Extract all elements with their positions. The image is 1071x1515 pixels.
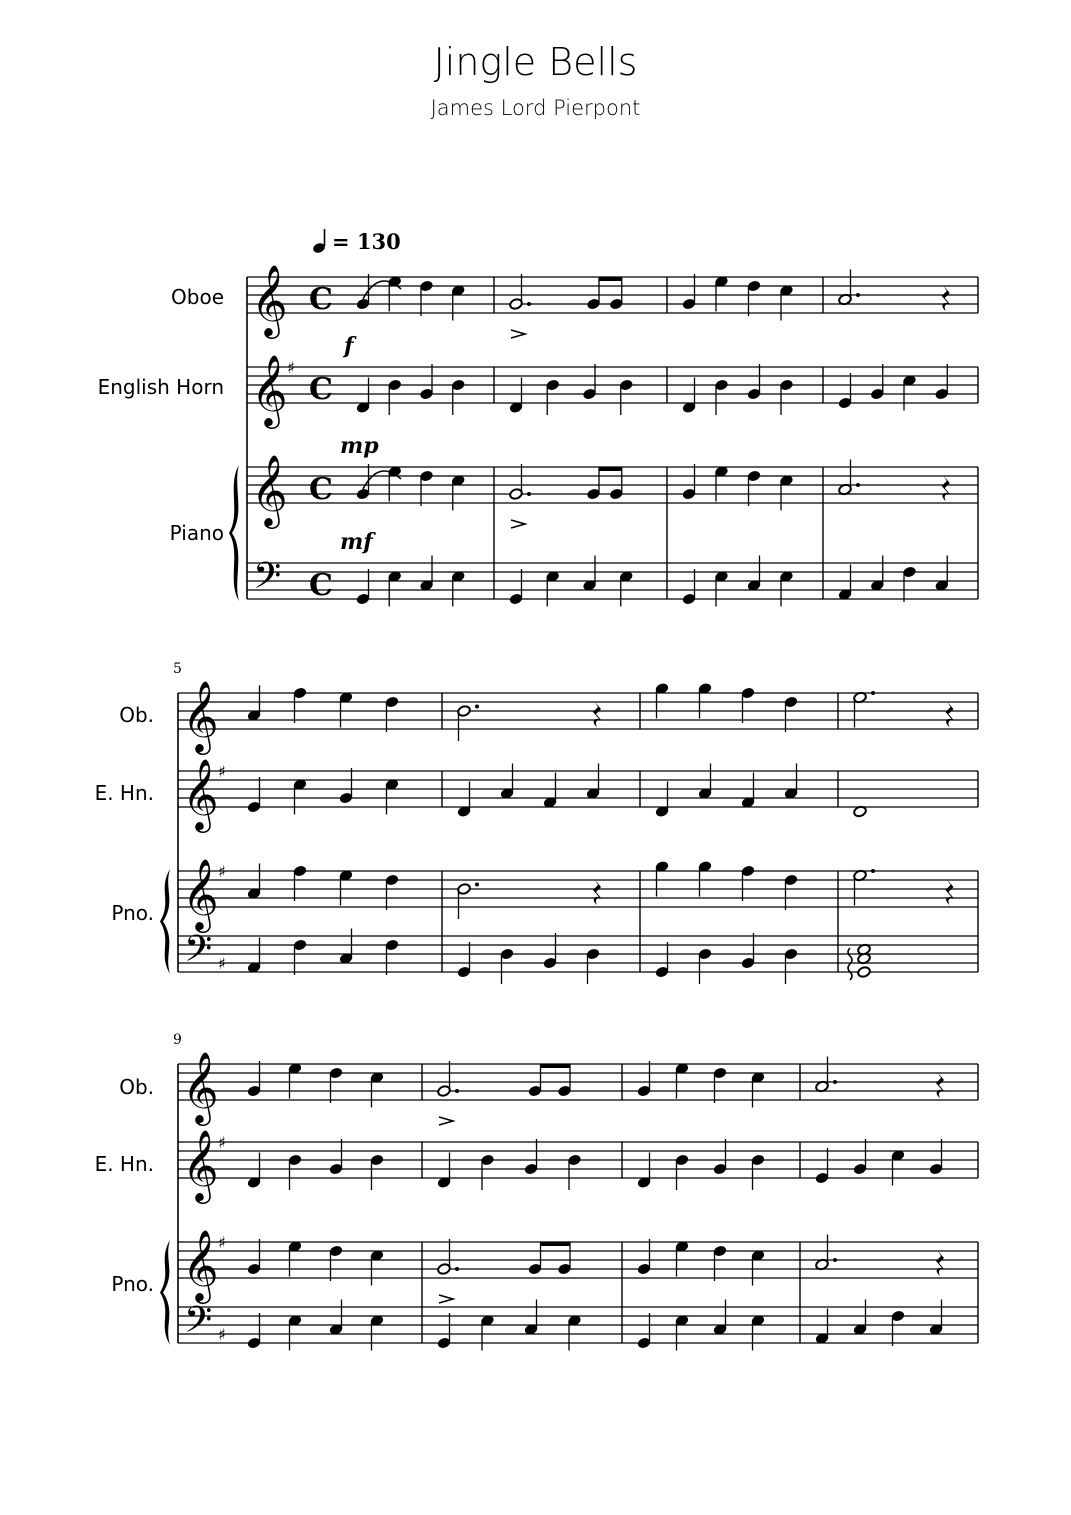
quarter-note [385, 939, 399, 975]
quarter-note [509, 569, 523, 605]
quarter-note [779, 570, 793, 606]
quarter-note [480, 1314, 494, 1350]
dot [475, 883, 479, 887]
quarter-note [586, 764, 600, 800]
quarter-note [288, 1314, 302, 1350]
quarter-note [815, 1148, 829, 1184]
quarter-note [437, 1153, 451, 1189]
quarter-note [929, 1139, 943, 1175]
quarter-note [870, 556, 884, 592]
quarter-note [247, 938, 261, 974]
bass-clef-icon: 𝄢 [184, 928, 213, 979]
quarter-note [713, 1139, 727, 1175]
brace-icon [229, 465, 239, 601]
half-note [853, 691, 867, 727]
quarter-note [451, 379, 465, 415]
quarter-note [509, 378, 523, 414]
quarter-note [870, 364, 884, 400]
quarter-note [853, 1139, 867, 1175]
quarter-note [370, 1154, 384, 1190]
quarter-note [385, 874, 399, 910]
treble-clef-icon: 𝄞 [182, 1050, 219, 1123]
quarter-note [741, 687, 755, 723]
quarter-note [480, 1154, 494, 1190]
brace-icon [160, 1240, 170, 1345]
label-oboe-short-3: Ob. [119, 1075, 154, 1099]
quarter-note [586, 948, 600, 984]
quarter-rest-icon [942, 476, 951, 501]
sharp-icon: ♯ [218, 862, 226, 881]
quarter-note [682, 464, 696, 500]
quarter-note [747, 470, 761, 506]
treble-clef-icon: 𝄞 [182, 757, 219, 830]
half-note [853, 869, 867, 905]
quarter-note [838, 373, 852, 409]
sharp-icon: ♯ [218, 1233, 226, 1252]
quarter-note [714, 570, 728, 606]
quarter-note [838, 565, 852, 601]
quarter-note [698, 764, 712, 800]
common-time-icon: C [309, 282, 333, 317]
sharp-icon: ♯ [287, 358, 295, 377]
dot [856, 483, 860, 487]
quarter-note [567, 1314, 581, 1350]
bass-clef-icon: 𝄢 [184, 1299, 213, 1350]
quarter-note [698, 860, 712, 896]
quarter-note [714, 379, 728, 415]
dot [833, 1080, 837, 1084]
quarter-note [741, 773, 755, 809]
quarter-note [451, 284, 465, 320]
quarter-note [929, 1300, 943, 1336]
quarter-note [713, 1245, 727, 1281]
dot [833, 1258, 837, 1262]
label-oboe-short: Ob. [119, 703, 154, 727]
quarter-note [784, 874, 798, 910]
common-time-icon: C [309, 472, 333, 507]
quarter-note [902, 374, 916, 410]
dot [475, 705, 479, 709]
quarter-note [682, 569, 696, 605]
quarter-note [247, 1153, 261, 1189]
quarter-note [655, 782, 669, 818]
quarter-note [388, 465, 402, 501]
brace-icon [160, 869, 170, 974]
label-piano: Piano [169, 521, 224, 545]
quarter-note [784, 948, 798, 984]
quarter-note [329, 1067, 343, 1103]
quarter-note [370, 1314, 384, 1350]
quarter-rest-icon [593, 880, 602, 905]
whole-note [857, 966, 871, 978]
dot [527, 492, 531, 496]
arpeggio-mark [848, 948, 852, 980]
quarter-note [247, 1313, 261, 1349]
quarter-note [247, 1239, 261, 1275]
bass-clef-icon: 𝄢 [253, 555, 282, 606]
measure-number-5: 5 [173, 661, 182, 677]
dynamic-piano_rh: mp [340, 433, 379, 459]
quarter-note [419, 280, 433, 316]
dot [455, 1089, 459, 1093]
quarter-note [682, 274, 696, 310]
dot [871, 869, 875, 873]
quarter-note [329, 1245, 343, 1281]
quarter-note [619, 570, 633, 606]
label-english-horn: English Horn [97, 375, 224, 399]
quarter-note [288, 1062, 302, 1098]
quarter-note [288, 1154, 302, 1190]
quarter-note [524, 1300, 538, 1336]
quarter-rest-icon [936, 1251, 945, 1276]
half-note [457, 705, 471, 741]
quarter-note [637, 1239, 651, 1275]
quarter-note [339, 929, 353, 965]
beam [540, 1064, 571, 1068]
quarter-note [546, 570, 560, 606]
quarter-note [247, 777, 261, 813]
eighth-note [586, 468, 600, 500]
eighth-note [609, 278, 623, 310]
quarter-rest-icon [946, 880, 955, 905]
tempo-value: = 130 [332, 228, 401, 254]
half-note [815, 1057, 829, 1093]
quarter-rest-icon [942, 286, 951, 311]
dot [455, 1267, 459, 1271]
score-title: Jingle Bells [433, 40, 638, 84]
quarter-note [935, 556, 949, 592]
quarter-note [779, 474, 793, 510]
half-note [457, 883, 471, 919]
quarter-note [682, 378, 696, 414]
quarter-note [457, 942, 471, 978]
quarter-note [698, 948, 712, 984]
treble-clef-icon: 𝄞 [251, 353, 288, 426]
eighth-note [609, 468, 623, 500]
quarter-note [713, 1300, 727, 1336]
quarter-note [356, 569, 370, 605]
dynamic-english_horn: f [344, 333, 354, 359]
quarter-rest-icon [946, 702, 955, 727]
treble-clef-icon: 𝄞 [182, 1128, 219, 1201]
quarter-note [741, 933, 755, 969]
quarter-note [293, 687, 307, 723]
beam [540, 1242, 571, 1246]
quarter-note [457, 782, 471, 818]
quarter-note [339, 869, 353, 905]
quarter-note [329, 1300, 343, 1336]
quarter-note [419, 470, 433, 506]
treble-clef-icon: 𝄞 [251, 263, 288, 336]
quarter-note [247, 1061, 261, 1097]
half-note [509, 274, 523, 310]
label-english-horn-short-3: E. Hn. [94, 1152, 154, 1176]
sharp-icon: ♯ [218, 954, 226, 973]
eighth-note [557, 1243, 571, 1275]
quarter-note [637, 1313, 651, 1349]
label-oboe: Oboe [171, 285, 224, 309]
measure-number-9: 9 [173, 1032, 182, 1048]
quarter-note [500, 948, 514, 984]
accent-mark [439, 1295, 453, 1303]
quarter-note [247, 864, 261, 900]
eighth-note [586, 278, 600, 310]
quarter-note [675, 1154, 689, 1190]
quarter-note [385, 696, 399, 732]
quarter-note [388, 379, 402, 415]
quarter-note [619, 379, 633, 415]
quarter-note [891, 1310, 905, 1346]
treble-clef-icon: 𝄞 [251, 453, 288, 526]
quarter-note [293, 778, 307, 814]
quarter-note [582, 364, 596, 400]
common-time-icon: C [309, 372, 333, 407]
quarter-note [891, 1149, 905, 1185]
quarter-note [714, 465, 728, 501]
quarter-note [437, 1313, 451, 1349]
eighth-note [528, 1065, 542, 1097]
dot [871, 691, 875, 695]
quarter-note [388, 275, 402, 311]
quarter-note [714, 275, 728, 311]
quarter-note [655, 860, 669, 896]
sharp-icon: ♯ [218, 1325, 226, 1344]
treble-clef-icon: 𝄞 [182, 679, 219, 752]
half-note [838, 270, 852, 306]
accent-mark [511, 520, 525, 528]
quarter-note [675, 1314, 689, 1350]
quarter-note [935, 364, 949, 400]
quarter-note [779, 379, 793, 415]
quarter-note [419, 364, 433, 400]
eighth-note [557, 1065, 571, 1097]
quarter-note [655, 942, 669, 978]
dynamic-piano_lh: mf [340, 529, 373, 555]
accent-mark [511, 330, 525, 338]
sharp-icon: ♯ [218, 1133, 226, 1152]
quarter-note [853, 1300, 867, 1336]
eighth-note [528, 1243, 542, 1275]
quarter-note [741, 865, 755, 901]
beam [599, 277, 623, 281]
treble-clef-icon: 𝄞 [182, 1228, 219, 1301]
composer-name: James Lord Pierpont [430, 96, 641, 120]
half-note [437, 1239, 451, 1275]
quarter-note [543, 933, 557, 969]
quarter-note [747, 364, 761, 400]
quarter-note [419, 556, 433, 592]
quarter-note [451, 570, 465, 606]
quarter-note [751, 1154, 765, 1190]
half-note [815, 1235, 829, 1271]
quarter-note [370, 1071, 384, 1107]
quarter-rest-icon [593, 702, 602, 727]
quarter-note [543, 773, 557, 809]
accent-mark [439, 1117, 453, 1125]
notehead [857, 966, 871, 978]
label-piano-short: Pno. [111, 901, 154, 925]
quarter-note [655, 682, 669, 718]
dot [856, 293, 860, 297]
sharp-icon: ♯ [218, 762, 226, 781]
quarter-note [385, 778, 399, 814]
quarter-note [751, 1249, 765, 1285]
quarter-note [247, 686, 261, 722]
quarter-note [779, 284, 793, 320]
quarter-note [582, 556, 596, 592]
quarter-note [751, 1071, 765, 1107]
quarter-note [293, 865, 307, 901]
dot [527, 302, 531, 306]
half-note [838, 460, 852, 496]
beam [599, 467, 623, 471]
quarter-note [500, 764, 514, 800]
quarter-note [451, 474, 465, 510]
half-note [509, 464, 523, 500]
quarter-note [329, 1139, 343, 1175]
quarter-note [524, 1139, 538, 1175]
quarter-note [370, 1249, 384, 1285]
quarter-note [747, 556, 761, 592]
common-time-icon: C [309, 568, 333, 603]
quarter-note [815, 1309, 829, 1345]
quarter-note [784, 764, 798, 800]
label-english-horn-short: E. Hn. [94, 781, 154, 805]
quarter-note [713, 1067, 727, 1103]
label-piano-short-3: Pno. [111, 1272, 154, 1296]
quarter-note [675, 1240, 689, 1276]
quarter-note [751, 1314, 765, 1350]
quarter-note [675, 1062, 689, 1098]
quarter-note [339, 768, 353, 804]
quarter-note [698, 682, 712, 718]
quarter-note [567, 1154, 581, 1190]
quarter-note [902, 566, 916, 602]
quarter-note [747, 280, 761, 316]
quarter-note [784, 696, 798, 732]
treble-clef-icon: 𝄞 [182, 857, 219, 930]
quarter-note [339, 691, 353, 727]
quarter-note [356, 378, 370, 414]
quarter-note [637, 1153, 651, 1189]
quarter-note [288, 1240, 302, 1276]
quarter-note [637, 1061, 651, 1097]
quarter-note [388, 570, 402, 606]
quarter-note [546, 379, 560, 415]
half-note [437, 1061, 451, 1097]
quarter-rest-icon [936, 1073, 945, 1098]
quarter-note [293, 939, 307, 975]
